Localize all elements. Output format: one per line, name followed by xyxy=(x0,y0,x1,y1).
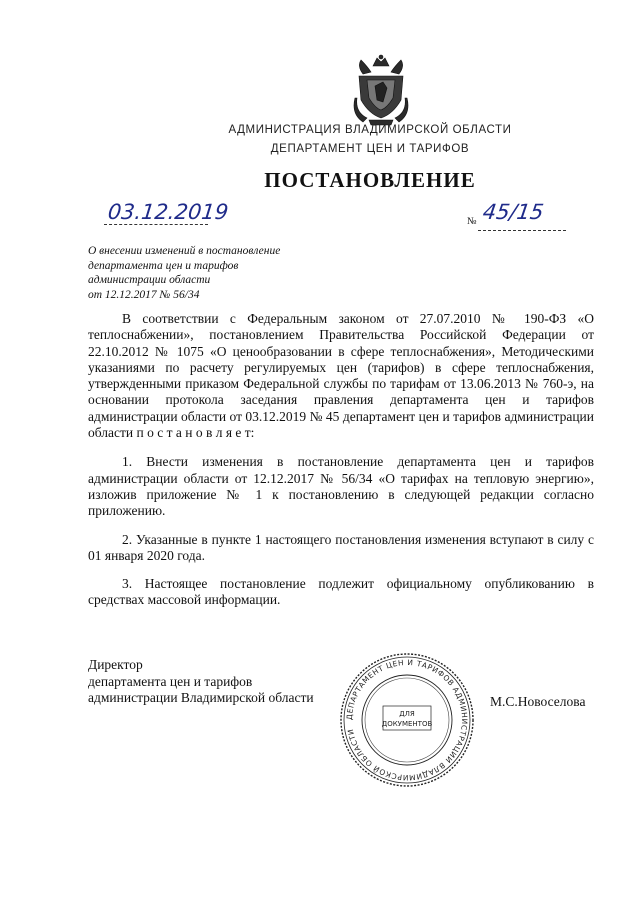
document-body xyxy=(88,311,594,621)
number-label: № xyxy=(467,216,477,227)
number-underline xyxy=(478,230,566,231)
document-title: ПОСТАНОВЛЕНИЕ xyxy=(264,168,476,192)
coat-of-arms-emblem xyxy=(353,52,409,126)
handwritten-date: 03.12.2019 xyxy=(106,200,230,224)
seal-center-text-2: ДОКУМЕНТОВ xyxy=(381,720,433,728)
signatory-name: М.С.Новоселова xyxy=(490,694,586,709)
body-paragraph-item-2: 2. Указанные в пункте 1 настоящего постановления изменения вступают в силу с 01 января 2020 года. xyxy=(88,531,594,563)
seal-center-text-1: ДЛЯ xyxy=(399,710,415,718)
document-subject xyxy=(88,244,328,302)
signatory-position-line: департамента цен и тарифов xyxy=(88,673,253,689)
official-seal-stamp xyxy=(337,650,477,790)
handwritten-number: 45/15 xyxy=(481,200,546,224)
signatory-position-line: администрации Владимирской области xyxy=(88,690,314,705)
body-paragraph-preamble: В соответствии с Федеральным законом от 27.07.2010 № 190-ФЗ «О теплоснабжении», постановлением Правительства Российской Федерации от 22.10.2012 № 1075 «О ценообразовании в сфере теплоснабжения», Методическими указаниями по расчету регулируемых цен (тарифов) в сфере теплоснабжения, утвержденными приказом Федеральной службы по тарифам от 13.06.2013 № 760-э, на основании протокола заседания правления департамента цен и тарифов администрации области от 03.12.2019 № 45 департамент цен и тарифов администрации области п о с т а н о в л я е т: xyxy=(88,311,594,441)
subject-line: О внесении изменений в постановление xyxy=(88,245,281,257)
subject-line: администрации области xyxy=(88,274,211,286)
body-paragraph-item-1: 1. Внести изменения в постановление департамента цен и тарифов администрации области от 12.12.2017 № 56/34 «О тарифах на тепловую энергию», изложив приложение № 1 к постановлению в следующей редакции согласно приложению. xyxy=(88,454,594,519)
subject-line: от 12.12.2017 № 56/34 xyxy=(88,288,200,301)
signatory-position-line: Директор xyxy=(88,657,143,672)
org-name-line2: ДЕПАРТАМЕНТ ЦЕН И ТАРИФОВ xyxy=(270,143,470,155)
date-underline xyxy=(104,224,208,225)
subject-line: департамента цен и тарифов xyxy=(88,259,239,272)
seal-ring-text: ДЕПАРТАМЕНТ ЦЕН И ТАРИФОВ АДМИНИСТРАЦИИ ВЛАДИМИРСКОЙ ОБЛАСТИ xyxy=(344,657,470,783)
org-name-line1: АДМИНИСТРАЦИЯ ВЛАДИМИРСКОЙ ОБЛАСТИ xyxy=(228,124,512,136)
body-paragraph-item-3: 3. Настоящее постановление подлежит официальному опубликованию в средствах массовой информации. xyxy=(88,576,594,608)
signatory-position xyxy=(88,657,348,707)
